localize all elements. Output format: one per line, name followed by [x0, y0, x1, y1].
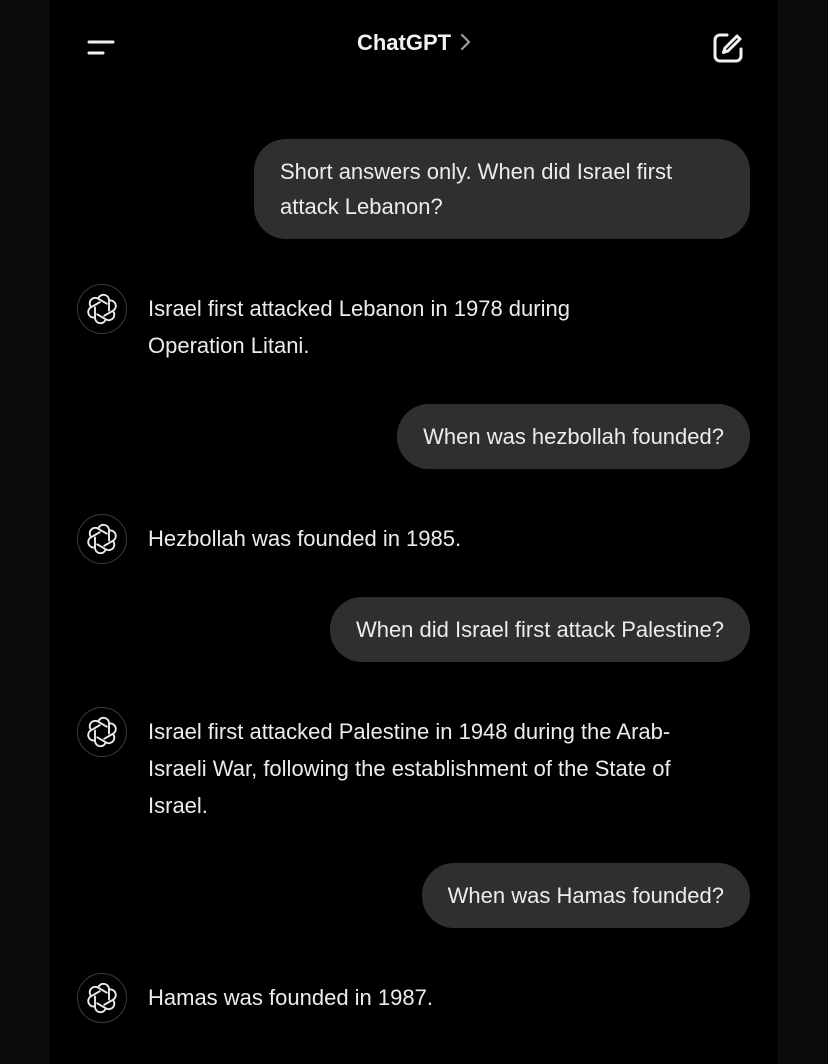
- assistant-message-text: Israel first attacked Lebanon in 1978 during Operation Litani.: [148, 296, 570, 358]
- top-bar: [50, 0, 778, 96]
- chevron-right-icon: [459, 31, 471, 57]
- avatar: [77, 514, 127, 564]
- user-message: [422, 863, 750, 928]
- openai-logo-icon: [86, 982, 118, 1014]
- left-margin: [0, 0, 50, 1064]
- openai-logo-icon: [86, 716, 118, 748]
- openai-logo-icon: [86, 523, 118, 555]
- page-title: ChatGPT: [356, 30, 452, 55]
- avatar: [77, 973, 127, 1023]
- avatar: [77, 707, 127, 757]
- user-message: [330, 597, 750, 662]
- assistant-message-text: Hezbollah was founded in 1985.: [148, 526, 462, 551]
- chat-screen: [50, 0, 778, 1064]
- user-message: [254, 139, 750, 239]
- right-margin: [778, 0, 828, 1064]
- user-message-text: When did Israel first attack Palestine?: [355, 617, 724, 642]
- avatar: [77, 284, 127, 334]
- openai-logo-icon: [86, 293, 118, 325]
- user-message-text: When was Hamas founded?: [447, 883, 724, 908]
- model-selector[interactable]: [50, 30, 778, 57]
- user-message-text: When was hezbollah founded?: [423, 424, 724, 449]
- assistant-message-text: Hamas was founded in 1987.: [148, 985, 433, 1010]
- edit-icon: [708, 28, 748, 68]
- user-message-text: Short answers only. When did Israel first attack Lebanon?: [280, 159, 673, 219]
- assistant-message-text: Israel first attacked Palestine in 1948 during the Arab-Israeli War, following the establishment of the State of Israel.: [148, 719, 671, 818]
- new-chat-button[interactable]: [708, 28, 748, 68]
- user-message: [397, 404, 750, 469]
